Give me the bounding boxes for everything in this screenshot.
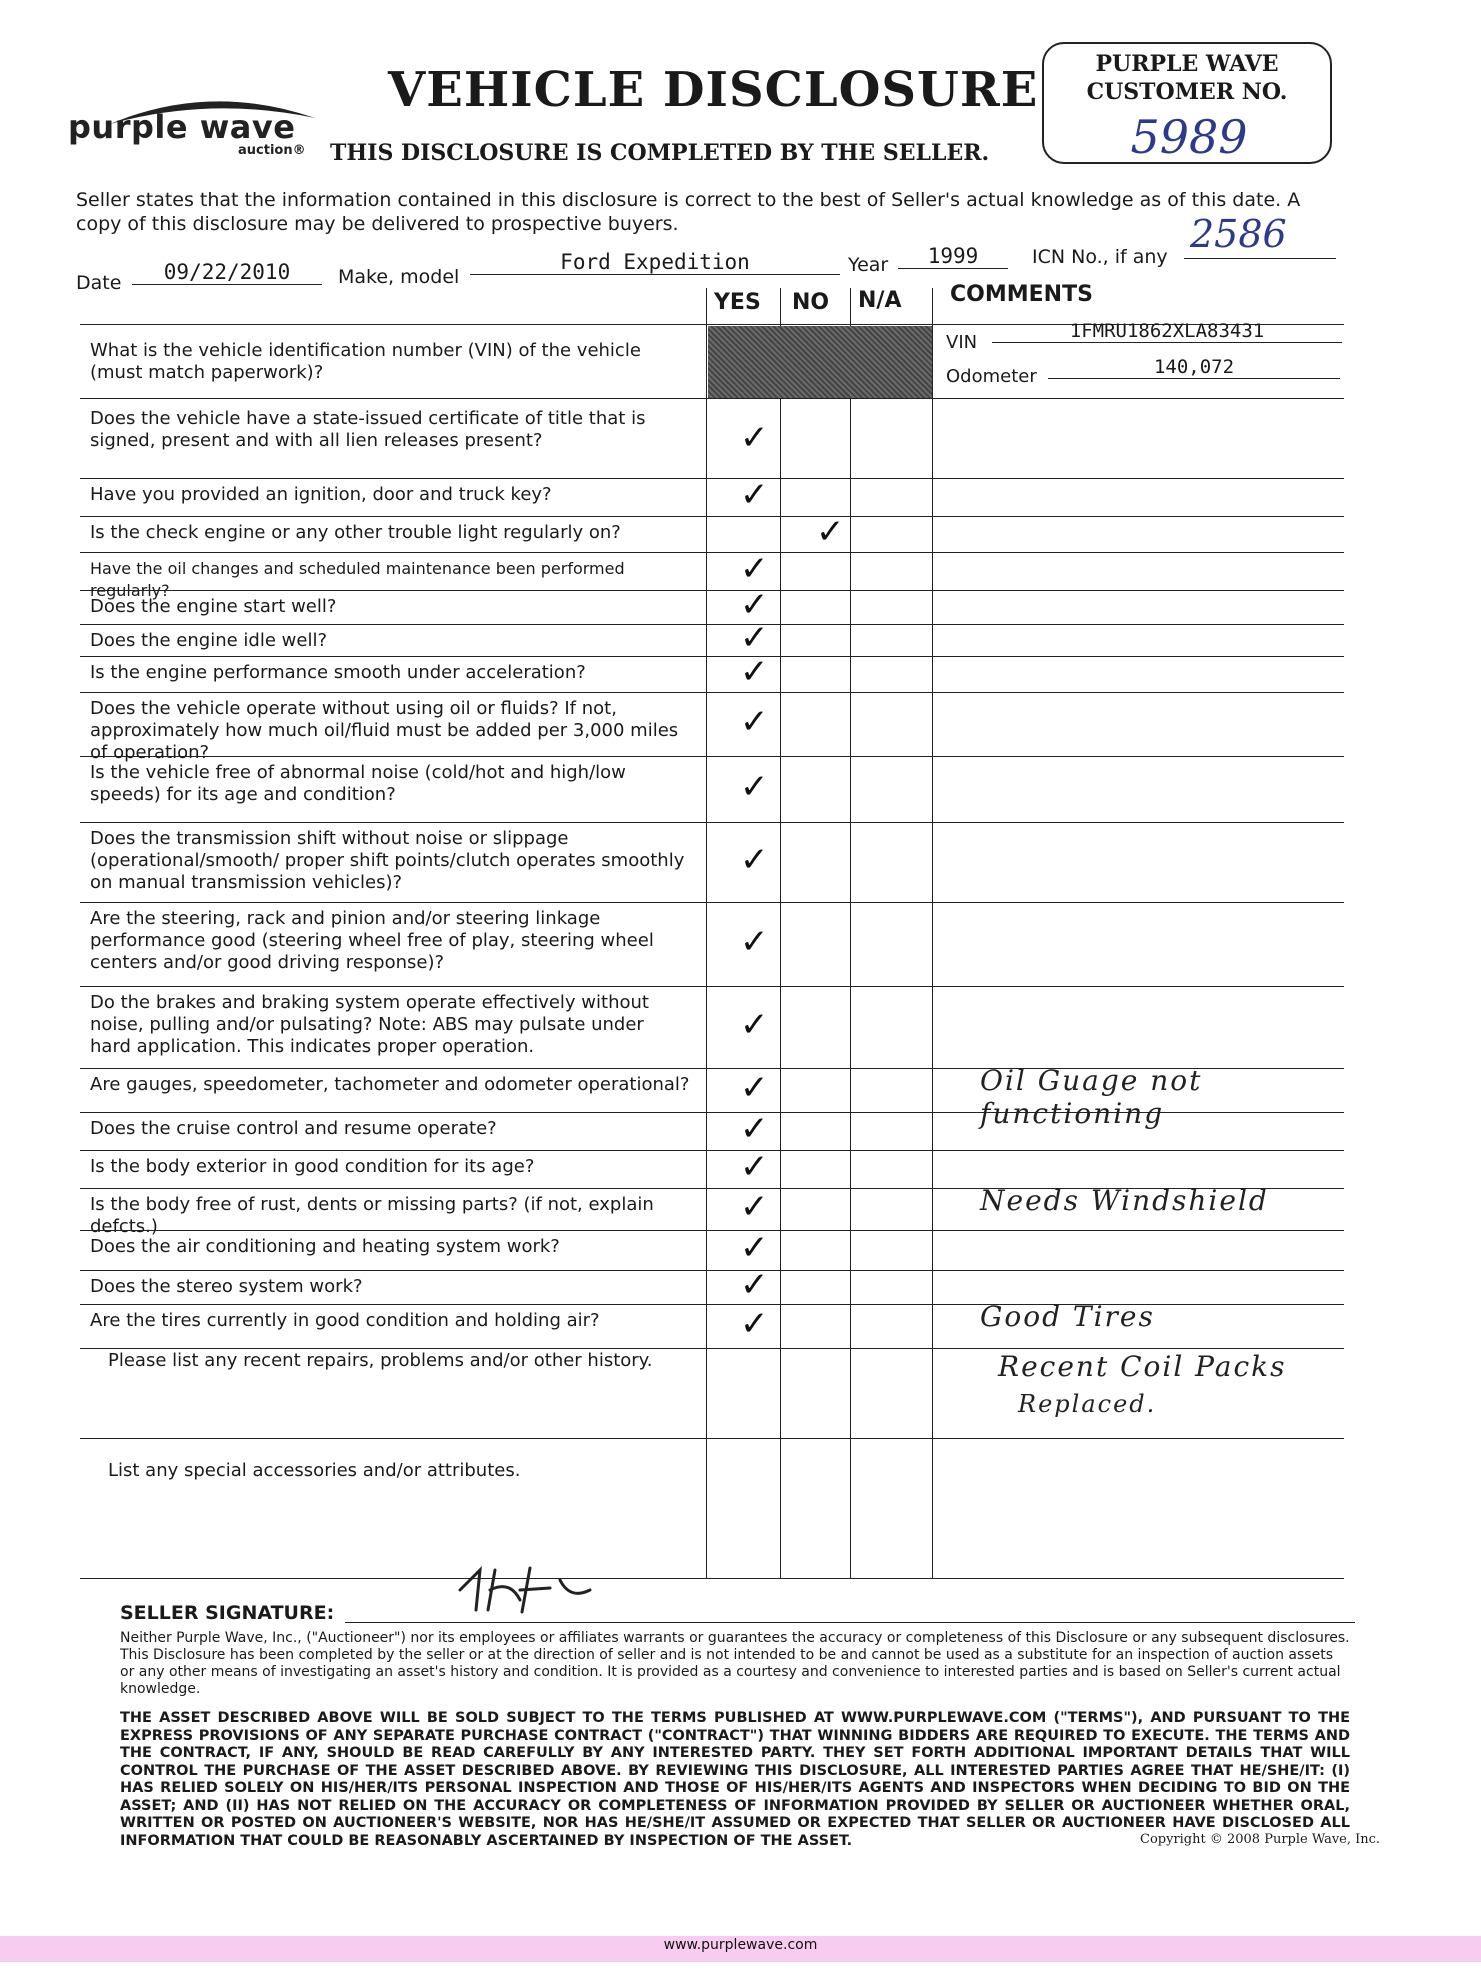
customer-number-label: PURPLE WAVE CUSTOMER NO. (1086, 51, 1288, 105)
col-divider-yes (706, 288, 707, 1578)
question-text: Have the oil changes and scheduled maintenance been performed regularly? (90, 559, 625, 600)
date-label: Date (76, 272, 122, 294)
question-text: Does the cruise control and resume operate? (90, 1118, 497, 1139)
icn-label: ICN No., if any (1032, 246, 1168, 268)
checkmark-yes[interactable]: ✓ (740, 418, 769, 458)
seller-signature-label: SELLER SIGNATURE: (120, 1602, 335, 1624)
question-text: Does the stereo system work? (90, 1276, 363, 1297)
make-model-label: Make, model (338, 266, 460, 288)
checkmark-yes[interactable]: ✓ (740, 1147, 769, 1187)
terms-text: THE ASSET DESCRIBED ABOVE WILL BE SOLD SUBJECT TO THE TERMS PUBLISHED AT WWW.PURPLEWAVE.COM ("TERMS"), AND PURSUANT TO THE EXPRESS PROVISIONS OF ANY SEPARATE PURCHASE CONTRACT ("CONTRACT") THAT WINNING BIDDERS ARE REQUIRED TO EXECUTE. THE TERMS AND THE CONTRACT, IF ANY, SHOULD BE READ CAREFULLY BY ANY INTERESTED PARTY. THEY SET FORTH ADDITIONAL IMPORTANT DETAILS THAT WILL CONTROL THE PURCHASE OF THE ASSET DESCRIBED ABOVE. BY REVIEWING THIS DISCLOSURE, ALL INTERESTED PARTIES AGREE THAT HE/SHE/IT: (I) HAS RELIED SOLELY ON HIS/HER/ITS PERSONAL INSPECTION AND THOSE OF HIS/HER/ITS AGENTS AND INSPECTORS WHEN DECIDING TO BID ON THE ASSET; AND (II) HAS NOT RELIED ON THE ACCURACY OR COMPLETENESS OF INFORMATION PROVIDED BY SELLER OR AUCTIONEER WHETHER ORAL, WRITTEN OR POSTED ON AUCTIONEER'S WEBSITE, NOR HAS HE/SHE/IT ASSUMED OR EXPECTED THAT SELLER OR AUCTIONEER HAVE DISCLOSED ALL INFORMATION THAT COULD BE REASONABLY ASCERTAINED BY INSPECTION OF THE ASSET. (120, 1710, 1350, 1849)
document-subtitle: THIS DISCLOSURE IS COMPLETED BY THE SELLER. (330, 140, 990, 166)
row-rule (80, 1112, 1344, 1113)
question-text: Does the vehicle have a state-issued certificate of title that is signed, present and with all lien releases present? (90, 408, 646, 451)
checkmark-yes[interactable]: ✓ (740, 1005, 769, 1045)
question-text: Does the air conditioning and heating system work? (90, 1236, 560, 1257)
row-rule (80, 656, 1344, 657)
vin-label: VIN (946, 332, 978, 353)
question-text: Are the steering, rack and pinion and/or steering linkage performance good (steering wheel free of play, steering wheel centers and/or good driving response)? (90, 908, 654, 973)
accessories-question: List any special accessories and/or attributes. (108, 1460, 521, 1481)
copyright-notice: Copyright © 2008 Purple Wave, Inc. (1140, 1832, 1381, 1847)
footer-url[interactable]: www.purplewave.com (663, 1937, 818, 1953)
column-header-comments: COMMENTS (950, 282, 1093, 307)
col-divider-no (780, 288, 781, 1578)
col-divider-comments (932, 288, 933, 1578)
checkmark-yes[interactable]: ✓ (740, 652, 769, 692)
row-rule (80, 1348, 1344, 1349)
question-text: Is the engine performance smooth under acceleration? (90, 662, 586, 683)
row-rule (80, 478, 1344, 479)
customer-number-box (1042, 42, 1332, 164)
question-text: Does the transmission shift without noise or slippage (operational/smooth/ proper shift points/clutch operates smoothly on manual transmission vehicles)? (90, 828, 685, 893)
question-comment[interactable]: Good Tires (980, 1300, 1155, 1333)
question-text: Does the engine idle well? (90, 630, 327, 651)
make-model-field[interactable]: Ford Expedition (470, 250, 840, 275)
question-text: Does the vehicle operate without using oil or fluids? If not, approximately how much oil/fluid must be added per 3,000 miles of operation? (90, 698, 679, 763)
vin-question: What is the vehicle identification number (VIN) of the vehicle (must match paperwork)? (90, 340, 641, 383)
seller-signature-image[interactable] (450, 1560, 680, 1620)
checkmark-yes[interactable]: ✓ (740, 618, 769, 658)
document-title: VEHICLE DISCLOSURE (388, 62, 1039, 118)
shaded-answer-cells (708, 326, 932, 398)
checkmark-yes[interactable]: ✓ (740, 475, 769, 515)
vin-value[interactable]: 1FMRU1862XLA83431 (992, 320, 1342, 343)
table-bottom-rule (80, 1578, 1344, 1579)
checkmark-yes[interactable]: ✓ (740, 1187, 769, 1227)
checkmark-yes[interactable]: ✓ (740, 1265, 769, 1305)
checkmark-yes[interactable]: ✓ (740, 1109, 769, 1149)
row-rule (80, 398, 1344, 399)
row-rule (80, 552, 1344, 553)
checkmark-yes[interactable]: ✓ (740, 549, 769, 589)
odometer-label: Odometer (946, 366, 1037, 387)
row-rule (80, 590, 1344, 591)
checkmark-yes[interactable]: ✓ (740, 702, 769, 742)
checklist-table (80, 282, 1344, 1580)
row-rule (80, 1230, 1344, 1231)
question-text: Is the body exterior in good condition for its age? (90, 1156, 535, 1177)
purple-wave-logo (60, 90, 320, 170)
checkmark-yes[interactable]: ✓ (740, 767, 769, 807)
column-header-yes: YES (714, 290, 761, 315)
row-rule (80, 624, 1344, 625)
odometer-value[interactable]: 140,072 (1048, 356, 1340, 379)
row-rule (80, 1150, 1344, 1151)
repairs-question: Please list any recent repairs, problems and/or other history. (108, 1350, 653, 1371)
logo-wordmark: purple wave (68, 108, 296, 146)
icn-field[interactable]: 2586 (1190, 212, 1287, 256)
row-rule (80, 756, 1344, 757)
checkmark-yes[interactable]: ✓ (740, 922, 769, 962)
question-text: Do the brakes and braking system operate effectively without noise, pulling and/or pulsating? Note: ABS may pulsate under hard application. This indicates proper operation. (90, 992, 649, 1057)
row-rule (80, 516, 1344, 517)
column-header-no: NO (792, 290, 830, 315)
row-rule (80, 986, 1344, 987)
logo-subtext: auction® (238, 143, 306, 158)
year-label: Year (848, 254, 889, 276)
repairs-comment-line-1[interactable]: Recent Coil Packs (998, 1350, 1287, 1383)
customer-number-value[interactable]: 5989 (1130, 110, 1248, 164)
date-field[interactable]: 09/22/2010 (132, 260, 322, 285)
checkmark-yes[interactable]: ✓ (740, 1228, 769, 1268)
intro-statement: Seller states that the information contained in this disclosure is correct to the best of Seller's actual knowledge as of this date. A copy of this disclosure may be delivered to prospective buyers. (76, 189, 1301, 235)
row-rule (80, 902, 1344, 903)
row-rule (80, 1438, 1344, 1439)
question-text: Are gauges, speedometer, tachometer and odometer operational? (90, 1074, 690, 1095)
question-text: Have you provided an ignition, door and truck key? (90, 484, 552, 505)
question-comment[interactable]: Needs Windshield (980, 1184, 1269, 1217)
column-header-na: N/A (858, 288, 902, 313)
checkmark-no[interactable]: ✓ (816, 512, 845, 552)
signature-line (345, 1622, 1355, 1623)
question-text: Is the vehicle free of abnormal noise (cold/hot and high/low speeds) for its age and condition? (90, 762, 626, 805)
year-field[interactable]: 1999 (898, 244, 1008, 269)
question-text: Is the check engine or any other trouble light regularly on? (90, 522, 621, 543)
row-rule (80, 692, 1344, 693)
icn-underline (1184, 258, 1336, 259)
disclaimer-text: Neither Purple Wave, Inc., ("Auctioneer") nor its employees or affiliates warrants or guarantees the accuracy or completeness of this Disclosure or any subsequent disclosures. This Disclosure has been completed by the seller or at the direction of seller and is not intended to be and cannot be used as a substitute for an inspection of auction assets or any other means of investigating an asset's history and condition. It is provided as a courtesy and convenience to interested parties and is based on Seller's current actual knowledge. (120, 1630, 1350, 1697)
checkmark-yes[interactable]: ✓ (740, 1304, 769, 1344)
col-divider-na (850, 288, 851, 1578)
question-comment[interactable]: Oil Guage not functioning (980, 1064, 1203, 1130)
question-text: Are the tires currently in good condition and holding air? (90, 1310, 600, 1331)
checkmark-yes[interactable]: ✓ (740, 840, 769, 880)
checkmark-yes[interactable]: ✓ (740, 585, 769, 625)
repairs-comment-line-2[interactable]: Replaced. (1018, 1390, 1157, 1418)
row-rule (80, 822, 1344, 823)
question-text: Is the body free of rust, dents or missing parts? (if not, explain defcts.) (90, 1194, 654, 1237)
row-rule (80, 1270, 1344, 1271)
checkmark-yes[interactable]: ✓ (740, 1068, 769, 1108)
question-text: Does the engine start well? (90, 596, 337, 617)
